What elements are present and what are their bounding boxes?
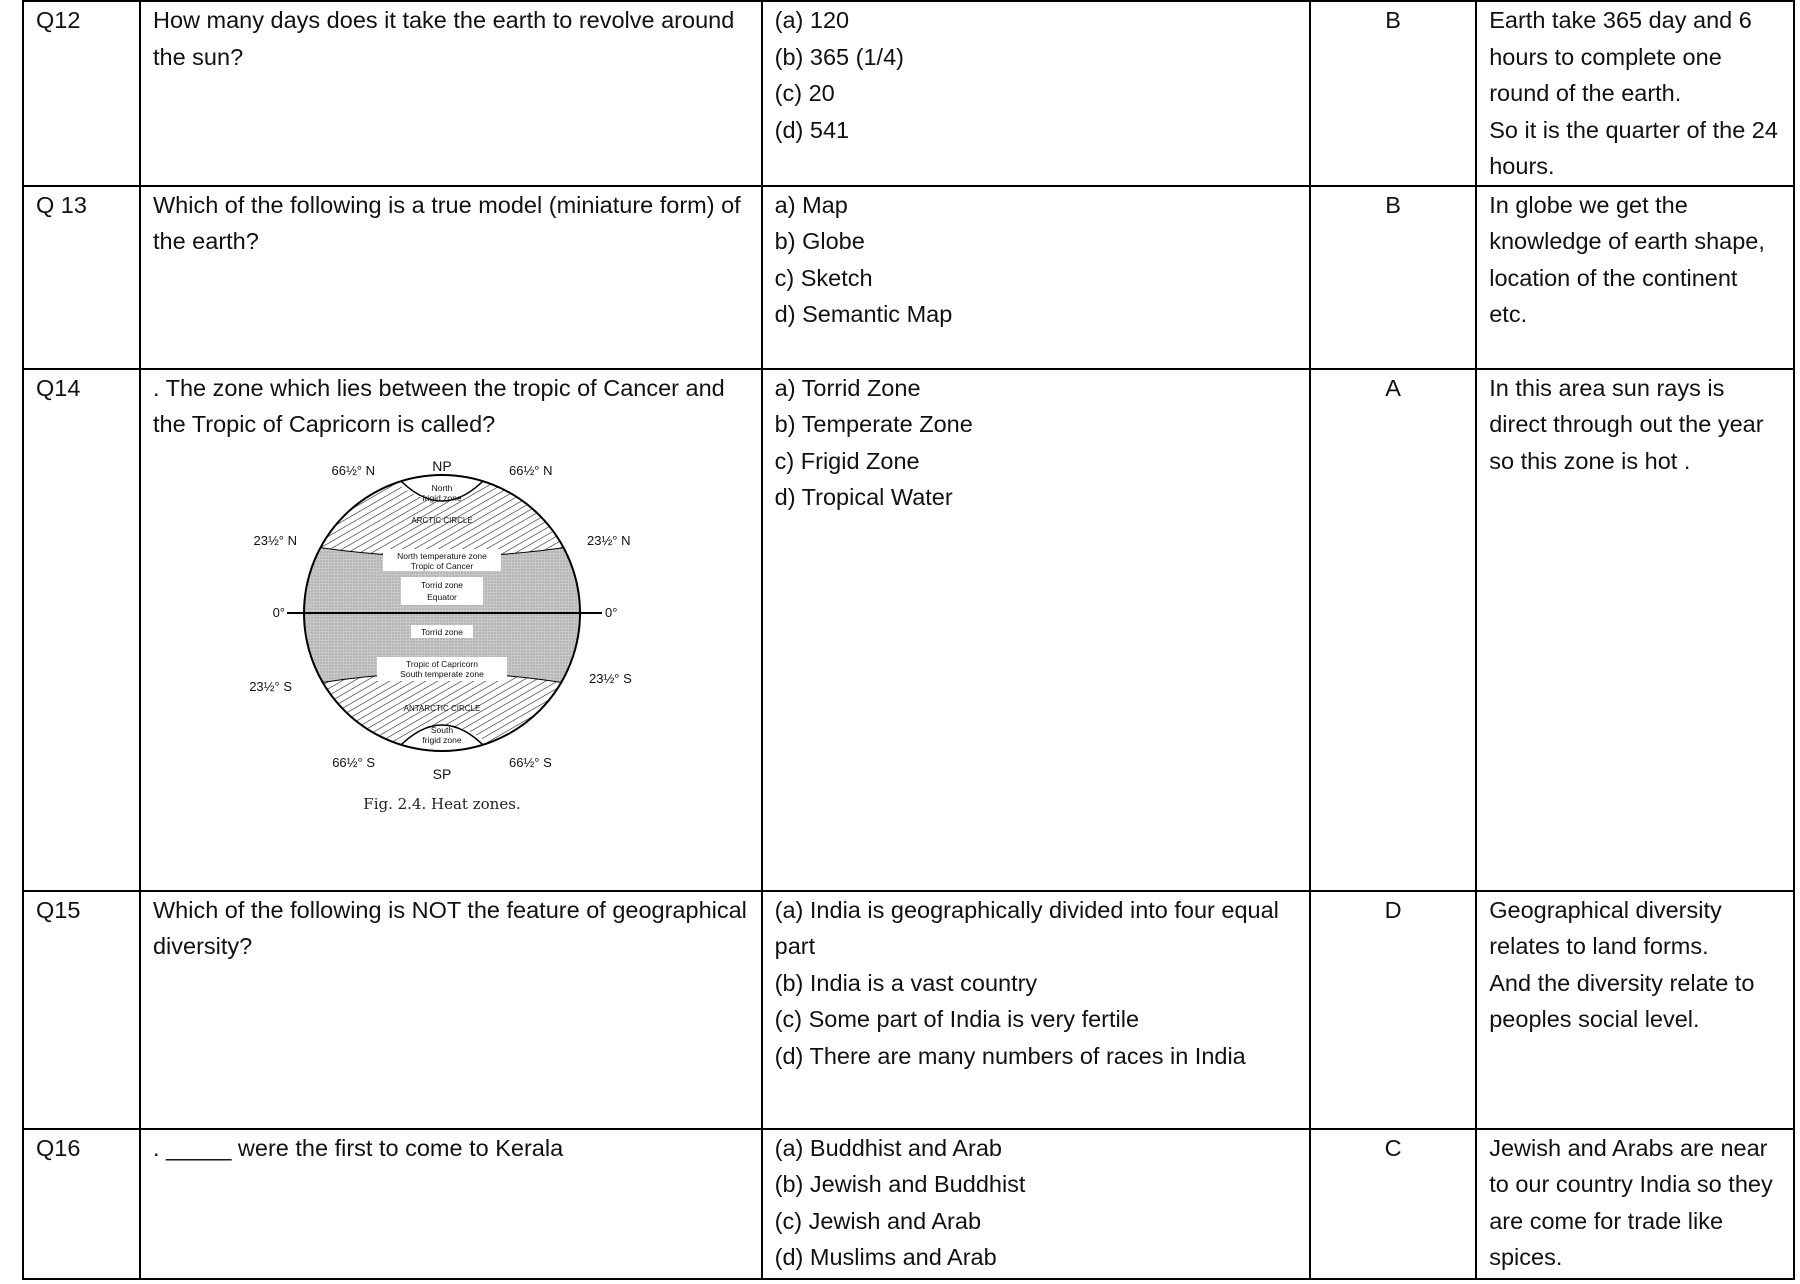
answer-key: B: [1310, 186, 1476, 369]
zone-label: Tropic of Capricorn: [406, 658, 478, 669]
question-number: Q15: [23, 891, 140, 1129]
option: (c) Jewish and Arab: [774, 1207, 982, 1234]
lat-label: 66½° S: [332, 754, 375, 770]
south-pole-label: SP: [432, 765, 452, 782]
question-number: Q14: [23, 369, 140, 891]
answer-key: D: [1310, 891, 1476, 1129]
answer-key: C: [1310, 1129, 1476, 1279]
question-text: . _____ were the first to come to Kerala: [140, 1129, 762, 1279]
question-number: Q12: [23, 1, 140, 186]
lat-label: 23½° S: [249, 678, 292, 694]
zone-label: frigid zone: [422, 492, 462, 503]
option: c) Sketch: [774, 264, 873, 291]
option: c) Frigid Zone: [774, 447, 920, 474]
option: a) Torrid Zone: [774, 374, 921, 401]
circle-label: ARCTIC CIRCLE: [411, 515, 473, 525]
explanation-cell: In globe we get the knowledge of earth shape, location of the continent etc.: [1476, 186, 1794, 369]
option: a) Map: [774, 191, 848, 218]
options-cell: [762, 369, 1310, 891]
question-number: Q16: [23, 1129, 140, 1279]
option: (c) 20: [774, 80, 835, 106]
lat-label: 66½° S: [508, 754, 552, 770]
heat-zones-figure: [227, 449, 657, 813]
explanation-cell: Earth take 365 day and 6 hours to complete one round of the earth. So it is the quarter of the 24 hours.: [1476, 1, 1794, 186]
option: d) Semantic Map: [774, 301, 953, 327]
option: b) Temperate Zone: [774, 411, 973, 437]
explanation-cell: In this area sun rays is direct through out the year so this zone is hot .: [1476, 369, 1794, 891]
option: (a) Buddhist and Arab: [774, 1134, 1002, 1161]
zone-label: North temperature zone: [397, 550, 487, 561]
options-cell: [762, 891, 1310, 1129]
option: (b) India is a vast country: [774, 969, 1038, 996]
option: (d) Muslims and Arab: [774, 1244, 997, 1270]
lat-label: 23½° N: [586, 532, 631, 548]
answer-key: A: [1310, 369, 1476, 891]
question-text: Which of the following is a true model (miniature form) of the earth?: [140, 186, 762, 369]
zone-label: South temperate zone: [400, 668, 484, 679]
option: (d) There are many numbers of races in India: [774, 1042, 1246, 1069]
lat-label: 66½° N: [331, 462, 375, 478]
figure-caption: Fig. 2.4. Heat zones.: [363, 794, 521, 813]
option: d) Tropical Water: [774, 484, 953, 510]
lat-label: 0°: [604, 604, 618, 620]
zone-label: Equator: [427, 591, 457, 602]
lat-label: 23½° S: [588, 670, 632, 686]
lat-label: 23½° N: [253, 532, 297, 548]
zone-label: South: [430, 724, 454, 735]
options-cell: [762, 1, 1310, 186]
question-number: Q 13: [23, 186, 140, 369]
table-row: [23, 369, 1794, 891]
lat-label: 66½° N: [508, 462, 553, 478]
north-pole-label: NP: [432, 457, 452, 474]
circle-label: ANTARCTIC CIRCLE: [403, 703, 481, 713]
option: (b) 365 (1/4): [774, 43, 904, 70]
lat-label: 0°: [272, 604, 285, 620]
zone-label: Torrid zone: [420, 626, 464, 637]
explanation-cell: Jewish and Arabs are near to our country India so they are come for trade like spices.: [1476, 1129, 1794, 1279]
question-text: Which of the following is NOT the feature of geographical diversity?: [140, 891, 762, 1129]
question-table: [22, 0, 1795, 1280]
option: b) Globe: [774, 228, 865, 254]
table-row: [23, 1129, 1794, 1279]
option: (d) 541: [774, 116, 850, 143]
answer-key: B: [1310, 1, 1476, 186]
zone-label: North: [431, 482, 453, 493]
table-row: [23, 186, 1794, 369]
options-cell: [762, 186, 1310, 369]
question-text: How many days does it take the earth to revolve around the sun?: [140, 1, 762, 186]
zone-label: frigid zone: [422, 734, 462, 745]
zone-label: Tropic of Cancer: [410, 560, 474, 571]
question-text: . The zone which lies between the tropic of Cancer and the Tropic of Capricorn is called? NP SP 66½° N 66½° N 23½° N 23½° N 0° 0° 23½° S 23½° S 66½° S 66½° S North frigid zone ARCTIC CIRCLE North temperature zone Tropic of Cancer Torrid zone Equator Torrid zone Tropic of Capricorn South temperate zone ANTARCTIC CIRCLE South frigid zone Fig. 2.4. Heat zones.: [140, 369, 762, 891]
explanation-cell: Geographical diversity relates to land forms. And the diversity relate to peoples social level.: [1476, 891, 1794, 1129]
heat-zones-diagram: [227, 449, 657, 789]
option: (a) India is geographically divided into four equal part: [774, 896, 1279, 959]
table-row: [23, 1, 1794, 186]
table-row: [23, 891, 1794, 1129]
zone-label: Torrid zone: [420, 579, 464, 590]
option: (c) Some part of India is very fertile: [774, 1006, 1140, 1032]
option: (a) 120: [774, 7, 850, 33]
options-cell: [762, 1129, 1310, 1279]
option: (b) Jewish and Buddhist: [774, 1171, 1026, 1197]
